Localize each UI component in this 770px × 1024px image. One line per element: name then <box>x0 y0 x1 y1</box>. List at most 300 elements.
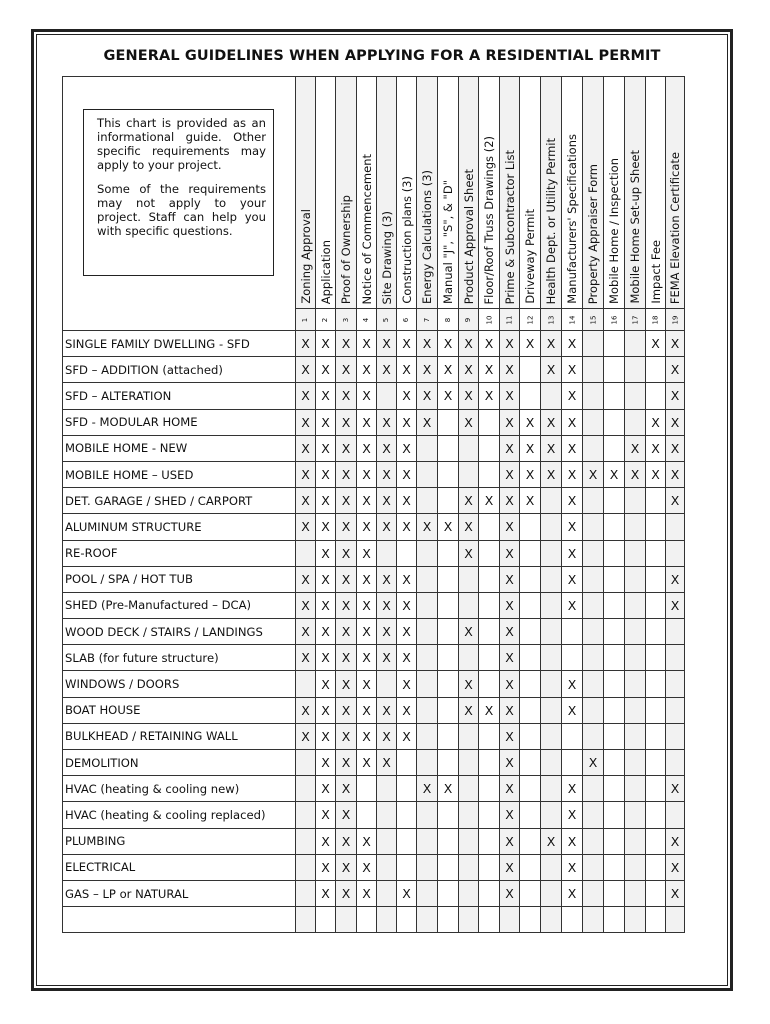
column-header <box>583 77 604 309</box>
requirement-cell: X <box>562 802 583 828</box>
requirement-cell: X <box>336 383 357 409</box>
requirement-cell: X <box>500 514 520 540</box>
requirement-cell: X <box>397 566 417 592</box>
requirement-cell <box>438 488 459 514</box>
column-number <box>357 309 377 331</box>
requirement-cell <box>397 907 417 933</box>
requirement-cell <box>541 566 562 592</box>
column-header-label: FEMA Elevation Certificate <box>668 151 682 304</box>
column-number-label: 4 <box>362 317 371 322</box>
requirement-cell <box>397 750 417 776</box>
column-header-label: Product Approval Sheet <box>461 168 476 304</box>
requirement-cell: X <box>417 383 438 409</box>
requirement-cell <box>646 566 666 592</box>
requirement-cell: X <box>562 828 583 854</box>
column-number-label: 8 <box>444 317 452 322</box>
table-row <box>63 802 685 828</box>
requirement-cell: X <box>336 435 357 461</box>
requirement-cell <box>459 566 479 592</box>
requirement-cell <box>604 697 625 723</box>
requirement-cell <box>520 828 541 854</box>
column-header <box>296 77 316 309</box>
requirement-cell: X <box>316 854 336 880</box>
requirement-cell <box>417 461 438 487</box>
column-header <box>479 77 500 309</box>
requirement-cell: X <box>417 776 438 802</box>
requirement-cell <box>438 540 459 566</box>
requirement-cell: X <box>357 828 377 854</box>
requirement-cell: X <box>500 540 520 566</box>
requirement-cell <box>417 854 438 880</box>
requirement-cell: X <box>500 357 520 383</box>
requirement-cell <box>520 776 541 802</box>
requirement-cell <box>604 802 625 828</box>
requirement-cell: X <box>500 697 520 723</box>
requirement-cell: X <box>646 331 666 357</box>
requirement-cell <box>417 802 438 828</box>
requirement-cell <box>625 592 646 618</box>
requirement-cell: X <box>625 461 646 487</box>
requirement-cell: X <box>397 488 417 514</box>
column-header-label: Prime & Subcontractor List <box>502 149 517 304</box>
column-number-label: 16 <box>609 315 618 324</box>
requirement-cell: X <box>500 802 520 828</box>
requirement-cell <box>625 880 646 906</box>
requirement-cell <box>438 907 459 933</box>
requirement-cell <box>417 671 438 697</box>
requirement-cell <box>438 592 459 618</box>
requirement-cell: X <box>666 488 685 514</box>
requirement-cell: X <box>316 802 336 828</box>
requirement-cell: X <box>336 671 357 697</box>
requirement-cell: X <box>357 592 377 618</box>
table-row <box>63 540 685 566</box>
requirement-cell <box>459 776 479 802</box>
requirement-cell <box>666 907 685 933</box>
requirement-cell <box>604 723 625 749</box>
requirement-cell: X <box>459 671 479 697</box>
requirement-cell <box>583 435 604 461</box>
requirement-cell <box>604 645 625 671</box>
requirement-cell: X <box>377 357 397 383</box>
requirement-cell <box>438 828 459 854</box>
requirement-cell <box>583 514 604 540</box>
requirement-cell: X <box>646 435 666 461</box>
requirement-cell <box>562 907 583 933</box>
column-number-label: 7 <box>423 317 431 322</box>
requirement-cell <box>583 880 604 906</box>
requirement-cell <box>604 828 625 854</box>
requirement-cell <box>520 383 541 409</box>
requirement-cell <box>541 514 562 540</box>
table-row <box>63 750 685 776</box>
row-label: DEMOLITION <box>63 750 296 776</box>
requirement-cell <box>397 802 417 828</box>
row-label: ELECTRICAL <box>63 854 296 880</box>
requirement-cell: X <box>397 645 417 671</box>
requirement-cell: X <box>336 854 357 880</box>
requirement-cell <box>479 776 500 802</box>
row-label: SFD – ALTERATION <box>63 383 296 409</box>
requirement-cell <box>646 619 666 645</box>
column-number-label: 11 <box>505 315 514 324</box>
requirement-cell <box>604 488 625 514</box>
requirement-cell: X <box>459 409 479 435</box>
requirement-cell: X <box>377 619 397 645</box>
requirement-cell <box>397 540 417 566</box>
column-header <box>377 77 397 309</box>
requirement-cell: X <box>336 880 357 906</box>
requirement-cell: X <box>541 357 562 383</box>
requirement-cell: X <box>646 461 666 487</box>
column-header-label: Zoning Approval <box>298 209 313 304</box>
requirement-cell <box>479 671 500 697</box>
requirement-cell <box>604 854 625 880</box>
requirement-cell <box>646 776 666 802</box>
requirement-cell: X <box>316 383 336 409</box>
requirement-cell: X <box>604 461 625 487</box>
row-label: BULKHEAD / RETAINING WALL <box>63 723 296 749</box>
requirement-cell <box>625 828 646 854</box>
requirement-cell: X <box>666 566 685 592</box>
requirement-cell <box>604 409 625 435</box>
column-header-label: Mobile Home / Inspection <box>607 158 621 304</box>
requirement-cell <box>377 907 397 933</box>
requirement-cell: X <box>316 619 336 645</box>
requirement-cell <box>479 645 500 671</box>
requirement-cell <box>377 880 397 906</box>
column-header-label: Notice of Commencement <box>359 153 374 304</box>
requirement-cell: X <box>500 645 520 671</box>
table-row <box>63 828 685 854</box>
table-row <box>63 435 685 461</box>
column-header-label: Manual "J", "S", & "D" <box>441 180 455 304</box>
requirement-cell: X <box>520 409 541 435</box>
row-label: ALUMINUM STRUCTURE <box>63 514 296 540</box>
requirement-cell <box>583 540 604 566</box>
requirement-cell: X <box>377 514 397 540</box>
requirement-cell: X <box>296 383 316 409</box>
requirement-cell <box>459 854 479 880</box>
requirement-cell: X <box>500 592 520 618</box>
requirement-cell <box>459 645 479 671</box>
requirement-cell: X <box>562 331 583 357</box>
requirement-cell <box>646 357 666 383</box>
column-number-label: 5 <box>382 317 391 322</box>
requirement-cell: X <box>316 671 336 697</box>
requirement-cell: X <box>296 592 316 618</box>
requirement-cell <box>604 540 625 566</box>
column-header-label: Construction plans (3) <box>399 176 414 304</box>
requirement-cell: X <box>296 645 316 671</box>
requirement-cell: X <box>336 488 357 514</box>
requirement-cell <box>646 383 666 409</box>
requirement-cell <box>625 854 646 880</box>
requirement-cell <box>417 828 438 854</box>
requirement-cell <box>541 723 562 749</box>
column-header-label: Property Appraiser Form <box>586 163 600 304</box>
requirement-cell: X <box>316 723 336 749</box>
requirement-cell <box>479 880 500 906</box>
requirement-cell: X <box>397 383 417 409</box>
requirement-cell <box>417 592 438 618</box>
requirement-cell: X <box>336 592 357 618</box>
requirement-cell: X <box>296 435 316 461</box>
requirement-cell <box>541 592 562 618</box>
requirement-cell <box>583 592 604 618</box>
requirement-cell: X <box>316 566 336 592</box>
requirement-cell <box>296 540 316 566</box>
requirement-cell <box>357 907 377 933</box>
requirement-cell <box>625 645 646 671</box>
requirement-cell: X <box>646 409 666 435</box>
requirement-cell <box>296 750 316 776</box>
requirement-cell: X <box>357 854 377 880</box>
requirement-cell: X <box>562 592 583 618</box>
requirement-cell: X <box>500 409 520 435</box>
requirement-cell <box>583 776 604 802</box>
row-label: MOBILE HOME - NEW <box>63 435 296 461</box>
requirement-cell <box>583 566 604 592</box>
requirement-cell: X <box>357 514 377 540</box>
requirement-cell <box>625 619 646 645</box>
table-row <box>63 697 685 723</box>
requirement-cell <box>625 383 646 409</box>
requirement-cell <box>479 907 500 933</box>
requirement-cell: X <box>377 750 397 776</box>
requirement-cell: X <box>500 828 520 854</box>
requirement-cell: X <box>316 540 336 566</box>
requirement-cell: X <box>666 854 685 880</box>
column-number-label: 12 <box>525 315 534 324</box>
requirement-cell <box>417 880 438 906</box>
requirement-cell <box>604 619 625 645</box>
column-number <box>520 309 541 331</box>
requirement-cell <box>666 645 685 671</box>
requirement-cell: X <box>336 828 357 854</box>
column-number-label: 2 <box>321 317 330 322</box>
requirement-cell: X <box>500 619 520 645</box>
table-row <box>63 461 685 487</box>
requirement-cell <box>666 671 685 697</box>
requirement-cell <box>377 802 397 828</box>
requirement-cell: X <box>316 331 336 357</box>
column-header <box>562 77 583 309</box>
requirement-cell <box>438 802 459 828</box>
requirement-cell <box>583 383 604 409</box>
requirement-cell <box>583 409 604 435</box>
requirement-cell <box>417 488 438 514</box>
requirement-cell: X <box>296 409 316 435</box>
requirement-cell <box>583 671 604 697</box>
requirement-cell <box>541 619 562 645</box>
requirement-cell <box>438 723 459 749</box>
requirement-cell: X <box>316 750 336 776</box>
requirement-cell: X <box>377 331 397 357</box>
column-number-label: 15 <box>588 315 597 324</box>
column-number-label: 1 <box>301 317 310 322</box>
requirement-cell: X <box>296 488 316 514</box>
requirement-cell: X <box>438 776 459 802</box>
requirement-cell: X <box>666 357 685 383</box>
requirement-cell <box>625 331 646 357</box>
requirement-cell <box>377 383 397 409</box>
requirement-cell: X <box>397 697 417 723</box>
requirement-cell: X <box>666 776 685 802</box>
column-header <box>357 77 377 309</box>
requirement-cell: X <box>459 514 479 540</box>
requirements-table <box>62 76 685 933</box>
column-number <box>541 309 562 331</box>
requirement-cell: X <box>296 514 316 540</box>
table-row <box>63 383 685 409</box>
requirement-cell: X <box>397 723 417 749</box>
column-header <box>438 77 459 309</box>
requirement-cell: X <box>562 488 583 514</box>
table-row <box>63 592 685 618</box>
requirement-cell <box>500 907 520 933</box>
requirement-cell <box>666 540 685 566</box>
requirement-cell <box>459 723 479 749</box>
column-number-label: 9 <box>464 317 473 322</box>
requirement-cell <box>666 514 685 540</box>
requirement-cell <box>541 802 562 828</box>
requirement-cell <box>666 723 685 749</box>
requirement-cell: X <box>438 357 459 383</box>
requirement-cell: X <box>377 566 397 592</box>
requirement-cell <box>438 619 459 645</box>
row-label: DET. GARAGE / SHED / CARPORT <box>63 488 296 514</box>
requirement-cell <box>479 828 500 854</box>
column-number <box>625 309 646 331</box>
row-label: BOAT HOUSE <box>63 697 296 723</box>
note-paragraph-1: This chart is provided as an informational guide. Other specific requirements may apply to your project. <box>97 116 266 172</box>
column-number <box>336 309 357 331</box>
table-corner <box>63 77 296 331</box>
requirement-cell <box>666 802 685 828</box>
requirement-cell <box>583 331 604 357</box>
requirement-cell <box>562 645 583 671</box>
requirement-cell: X <box>541 828 562 854</box>
requirement-cell <box>520 854 541 880</box>
requirement-cell <box>377 854 397 880</box>
requirement-cell <box>625 540 646 566</box>
requirement-cell <box>583 854 604 880</box>
table-row <box>63 357 685 383</box>
column-number <box>604 309 625 331</box>
requirement-cell <box>520 566 541 592</box>
requirement-cell <box>583 723 604 749</box>
requirement-cell: X <box>562 566 583 592</box>
requirement-cell <box>604 880 625 906</box>
requirement-cell: X <box>520 488 541 514</box>
requirement-cell: X <box>377 697 397 723</box>
requirement-cell <box>438 697 459 723</box>
requirement-cell <box>583 488 604 514</box>
requirement-cell <box>604 514 625 540</box>
requirement-cell: X <box>357 357 377 383</box>
requirement-cell: X <box>541 461 562 487</box>
requirement-cell: X <box>625 435 646 461</box>
requirement-cell: X <box>666 828 685 854</box>
requirement-cell: X <box>357 435 377 461</box>
row-label: GAS – LP or NATURAL <box>63 880 296 906</box>
table-row <box>63 645 685 671</box>
column-number <box>500 309 520 331</box>
requirement-cell: X <box>459 331 479 357</box>
requirement-cell: X <box>316 461 336 487</box>
row-label: SHED (Pre-Manufactured – DCA) <box>63 592 296 618</box>
requirement-cell: X <box>377 592 397 618</box>
requirement-cell <box>604 357 625 383</box>
requirement-cell <box>520 592 541 618</box>
requirement-cell: X <box>397 435 417 461</box>
requirement-cell: X <box>459 619 479 645</box>
requirement-cell <box>459 461 479 487</box>
requirement-cell: X <box>520 461 541 487</box>
column-number <box>438 309 459 331</box>
requirement-cell <box>377 540 397 566</box>
requirement-cell <box>520 697 541 723</box>
column-number-label: 3 <box>342 317 350 322</box>
requirement-cell <box>625 514 646 540</box>
table-row <box>63 514 685 540</box>
requirement-cell <box>479 409 500 435</box>
requirement-cell <box>604 435 625 461</box>
requirement-cell: X <box>500 880 520 906</box>
requirement-cell <box>625 488 646 514</box>
column-number <box>459 309 479 331</box>
requirement-cell: X <box>336 331 357 357</box>
requirement-cell <box>646 488 666 514</box>
column-header <box>336 77 357 309</box>
requirement-cell <box>520 357 541 383</box>
column-header-label: Health Dept. or Utility Permit <box>544 137 558 304</box>
page-title: GENERAL GUIDELINES WHEN APPLYING FOR A RESIDENTIAL PERMIT <box>103 48 661 64</box>
requirement-cell: X <box>500 331 520 357</box>
column-number-label: 6 <box>402 317 411 322</box>
requirement-cell <box>646 723 666 749</box>
requirement-cell: X <box>397 409 417 435</box>
table-row <box>63 566 685 592</box>
requirement-cell <box>625 409 646 435</box>
column-header <box>397 77 417 309</box>
requirement-cell: X <box>316 435 336 461</box>
requirement-cell <box>438 880 459 906</box>
requirement-cell: X <box>336 514 357 540</box>
requirement-cell: X <box>336 409 357 435</box>
requirement-cell <box>520 540 541 566</box>
requirement-cell <box>438 645 459 671</box>
column-header-label: Manufacturers' Specifications <box>565 134 579 304</box>
requirement-cell <box>520 802 541 828</box>
requirement-cell: X <box>357 461 377 487</box>
requirement-cell <box>296 828 316 854</box>
requirement-cell <box>397 776 417 802</box>
requirement-cell <box>604 750 625 776</box>
requirement-cell <box>417 907 438 933</box>
requirement-cell <box>583 357 604 383</box>
requirement-cell <box>646 645 666 671</box>
requirement-cell: X <box>316 488 336 514</box>
requirement-cell: X <box>296 619 316 645</box>
requirement-cell: X <box>296 461 316 487</box>
requirement-cell <box>459 750 479 776</box>
requirement-cell: X <box>479 357 500 383</box>
requirement-cell: X <box>562 854 583 880</box>
requirement-cell <box>625 566 646 592</box>
requirement-cell: X <box>562 383 583 409</box>
